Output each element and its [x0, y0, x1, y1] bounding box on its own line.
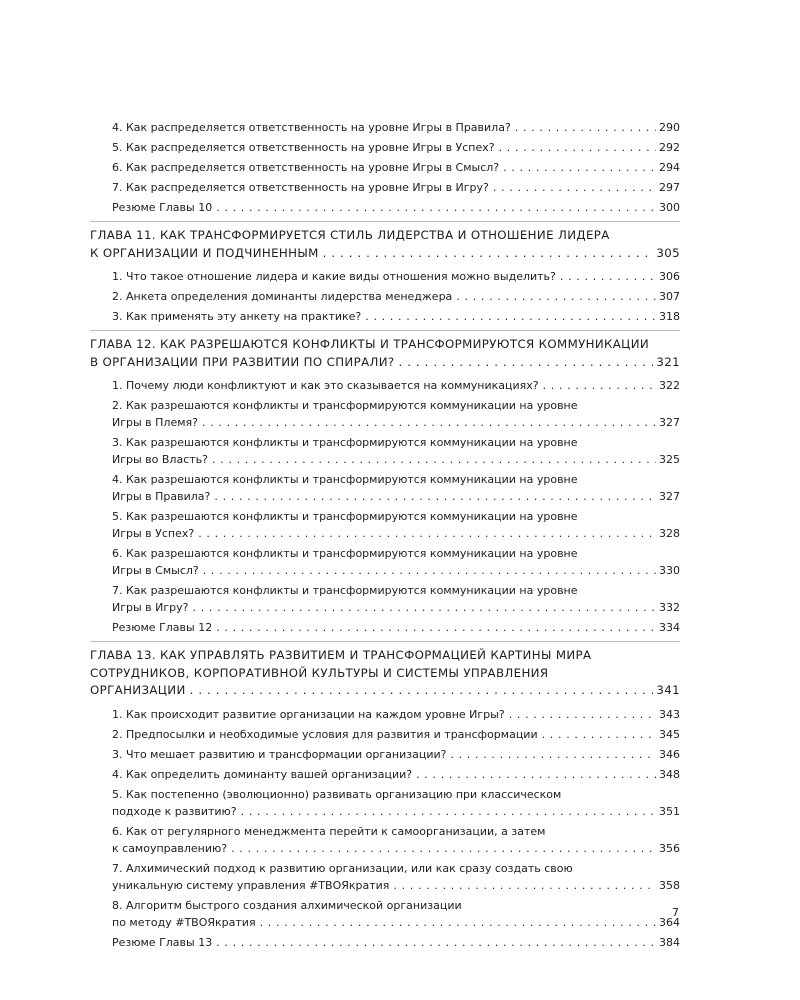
- dot-leader: [450, 746, 656, 763]
- toc-entry: [112, 746, 680, 763]
- toc-entry-page: 358: [659, 878, 680, 892]
- toc-entry-title-cont: Игры в Игру?: [112, 601, 189, 614]
- toc-entry: [112, 288, 680, 305]
- dot-leader: [241, 803, 656, 820]
- chapter-heading: [90, 227, 680, 262]
- toc-entry-page: 343: [659, 707, 680, 721]
- divider: [90, 221, 680, 222]
- dot-leader: [203, 562, 656, 579]
- dot-leader: [190, 682, 654, 700]
- toc-entry-title: 4. Как определить доминанту вашей организации?: [112, 767, 413, 781]
- toc-entry-page: 292: [659, 141, 680, 154]
- toc-entry: [112, 823, 680, 857]
- toc-entry-title-cont: к самоуправлению?: [112, 841, 228, 855]
- toc-entry-title: 6. Как разрешаются конфликты и трансформируются коммуникации на уровне: [112, 547, 578, 560]
- dot-leader: [493, 179, 656, 196]
- toc-entry-page: 327: [659, 490, 680, 503]
- toc-entry-title-cont: Игры во Власть?: [112, 453, 208, 466]
- dot-leader: [560, 268, 656, 285]
- toc-entry-page: 306: [659, 270, 680, 283]
- toc-entry-title: 5. Как разрешаются конфликты и трансформируются коммуникации на уровне: [112, 510, 578, 523]
- dot-leader: [399, 354, 654, 372]
- toc-entry: [112, 582, 680, 616]
- toc-entry-title: 2. Как разрешаются конфликты и трансформируются коммуникации на уровне: [112, 399, 578, 412]
- dot-leader: [231, 840, 656, 857]
- chapter-heading: [90, 336, 680, 371]
- chapter-title-line: К ОРГАНИЗАЦИИ И ПОДЧИНЕННЫМ: [90, 245, 319, 260]
- dot-leader: [542, 726, 656, 743]
- chapter-title-line: ГЛАВА 11. КАК ТРАНСФОРМИРУЕТСЯ СТИЛЬ ЛИДЕРСТВА И ОТНОШЕНИЕ ЛИДЕРА: [90, 228, 610, 242]
- toc-entry-title: 7. Как разрешаются конфликты и трансформируются коммуникации на уровне: [112, 584, 578, 597]
- toc-entry: [112, 508, 680, 542]
- toc-entry-page: 345: [659, 727, 680, 741]
- chapter-title-line: СОТРУДНИКОВ, КОРПОРАТИВНОЙ КУЛЬТУРЫ И СИСТЕМЫ УПРАВЛЕНИЯ: [90, 665, 549, 680]
- chapter-page: 321: [656, 354, 680, 369]
- dot-leader: [193, 599, 657, 616]
- dot-leader: [216, 199, 656, 216]
- toc-entry-title: 4. Как разрешаются конфликты и трансформируются коммуникации на уровне: [112, 473, 578, 486]
- toc-entry-page: 332: [659, 601, 680, 614]
- dot-leader: [216, 619, 656, 636]
- toc-entry-title-cont: по методу #ТВОЯкратия: [112, 915, 256, 929]
- dot-leader: [509, 706, 656, 723]
- dot-leader: [365, 308, 656, 325]
- toc-entry-page: 348: [659, 767, 680, 781]
- toc-entry-page: 351: [659, 804, 680, 818]
- toc-entry-title: 1. Как происходит развитие организации на каждом уровне Игры?: [112, 707, 505, 721]
- toc-entry-title-cont: Игры в Племя?: [112, 416, 198, 429]
- dot-leader: [216, 934, 656, 951]
- toc-entry-title-cont: Игры в Успех?: [112, 527, 195, 540]
- toc-entry-page: 325: [659, 453, 680, 466]
- dot-leader: [543, 377, 656, 394]
- chapter-page: 305: [656, 245, 680, 260]
- toc-entry-title: 1. Почему люди конфликтуют и как это сказывается на коммуникациях?: [112, 379, 539, 392]
- table-of-contents: [90, 119, 680, 951]
- divider: [90, 641, 680, 642]
- toc-entry: [112, 786, 680, 820]
- toc-entry-title-cont: Игры в Смысл?: [112, 564, 199, 577]
- dot-leader: [456, 288, 656, 305]
- toc-entry-title: 3. Что мешает развитию и трансформации организации?: [112, 747, 447, 761]
- toc-entry-page: 356: [659, 841, 680, 855]
- toc-entry-title: 2. Анкета определения доминанты лидерства менеджера: [112, 290, 453, 303]
- toc-entry-page: 307: [659, 290, 680, 303]
- toc-entry-title-cont: подходе к развитию?: [112, 804, 237, 818]
- toc-entry-title: Резюме Главы 10: [112, 201, 213, 214]
- toc-entry: [112, 308, 680, 325]
- toc-entry-page: 294: [659, 161, 680, 174]
- toc-entry-title: 6. Как распределяется ответственность на уровне Игры в Смысл?: [112, 161, 500, 174]
- toc-entry: [112, 434, 680, 468]
- divider: [90, 330, 680, 331]
- toc-entry-page: 318: [659, 310, 680, 323]
- toc-entry-title: 6. Как от регулярного менеджмента перейти к самоорганизации, а затем: [112, 824, 546, 838]
- toc-entry-title-cont: уникальную систему управления #ТВОЯкратия: [112, 878, 390, 892]
- toc-entry: [112, 471, 680, 505]
- toc-entry-title: 1. Что такое отношение лидера и какие виды отношения можно выделить?: [112, 270, 556, 283]
- toc-entry-title: Резюме Главы 12: [112, 621, 213, 634]
- chapter-title-line: ГЛАВА 13. КАК УПРАВЛЯТЬ РАЗВИТИЕМ И ТРАНСФОРМАЦИЕЙ КАРТИНЫ МИРА: [90, 648, 592, 662]
- toc-entry-page: 334: [659, 621, 680, 634]
- dot-leader: [323, 245, 654, 263]
- toc-entry: [112, 545, 680, 579]
- chapter-heading: [90, 647, 680, 700]
- toc-entry-title: 5. Как распределяется ответственность на уровне Игры в Успех?: [112, 141, 495, 154]
- toc-entry: [112, 934, 680, 951]
- dot-leader: [503, 159, 656, 176]
- dot-leader: [212, 451, 656, 468]
- toc-entry-title: 2. Предпосылки и необходимые условия для развития и трансформации: [112, 727, 538, 741]
- toc-entry: [112, 179, 680, 196]
- toc-entry-page: 364: [659, 915, 680, 929]
- toc-entry-page: 297: [659, 181, 680, 194]
- dot-leader: [202, 414, 656, 431]
- page-number: 7: [672, 906, 679, 919]
- dot-leader: [416, 766, 656, 783]
- toc-entry-title: 3. Как разрешаются конфликты и трансформируются коммуникации на уровне: [112, 436, 578, 449]
- toc-entry-page: 328: [659, 527, 680, 540]
- toc-entry: [112, 706, 680, 723]
- toc-entry: [112, 159, 680, 176]
- chapter-title-line: ОРГАНИЗАЦИИ: [90, 683, 186, 697]
- toc-entry-title: 8. Алгоритм быстрого создания алхимической организации: [112, 898, 462, 912]
- dot-leader: [515, 119, 656, 136]
- toc-entry: [112, 897, 680, 931]
- toc-entry-title: 4. Как распределяется ответственность на уровне Игры в Правила?: [112, 121, 511, 134]
- toc-entry: [112, 619, 680, 636]
- toc-entry-title: 7. Как распределяется ответственность на уровне Игры в Игру?: [112, 181, 489, 194]
- dot-leader: [393, 877, 656, 894]
- toc-entry: [112, 199, 680, 216]
- toc-entry-page: 330: [659, 564, 680, 577]
- toc-entry-page: 327: [659, 416, 680, 429]
- toc-entry-title: 5. Как постепенно (эволюционно) развивать организацию при классическом: [112, 787, 562, 801]
- dot-leader: [260, 914, 656, 931]
- dot-leader: [198, 525, 656, 542]
- toc-entry-page: 384: [659, 935, 680, 949]
- toc-entry-page: 300: [659, 201, 680, 214]
- dot-leader: [499, 139, 656, 156]
- toc-entry-title: 3. Как применять эту анкету на практике?: [112, 310, 362, 323]
- toc-entry-title-cont: Игры в Правила?: [112, 490, 211, 503]
- chapter-title-line: ГЛАВА 12. КАК РАЗРЕШАЮТСЯ КОНФЛИКТЫ И ТРАНСФОРМИРУЮТСЯ КОММУНИКАЦИИ: [90, 337, 650, 351]
- toc-entry: [112, 377, 680, 394]
- toc-entry-page: 322: [659, 379, 680, 392]
- toc-entry-page: 346: [659, 747, 680, 761]
- toc-entry: [112, 397, 680, 431]
- toc-entry: [112, 268, 680, 285]
- toc-entry: [112, 139, 680, 156]
- toc-entry-page: 290: [659, 121, 680, 134]
- toc-entry: [112, 119, 680, 136]
- chapter-page: 341: [656, 683, 680, 697]
- toc-entry-title: 7. Алхимический подход к развитию организации, или как сразу создать свою: [112, 861, 573, 875]
- toc-entry: [112, 860, 680, 894]
- toc-entry: [112, 766, 680, 783]
- chapter-title-line: В ОРГАНИЗАЦИИ ПРИ РАЗВИТИИ ПО СПИРАЛИ?: [90, 354, 395, 369]
- toc-entry: [112, 726, 680, 743]
- toc-entry-title: Резюме Главы 13: [112, 935, 213, 949]
- dot-leader: [214, 488, 656, 505]
